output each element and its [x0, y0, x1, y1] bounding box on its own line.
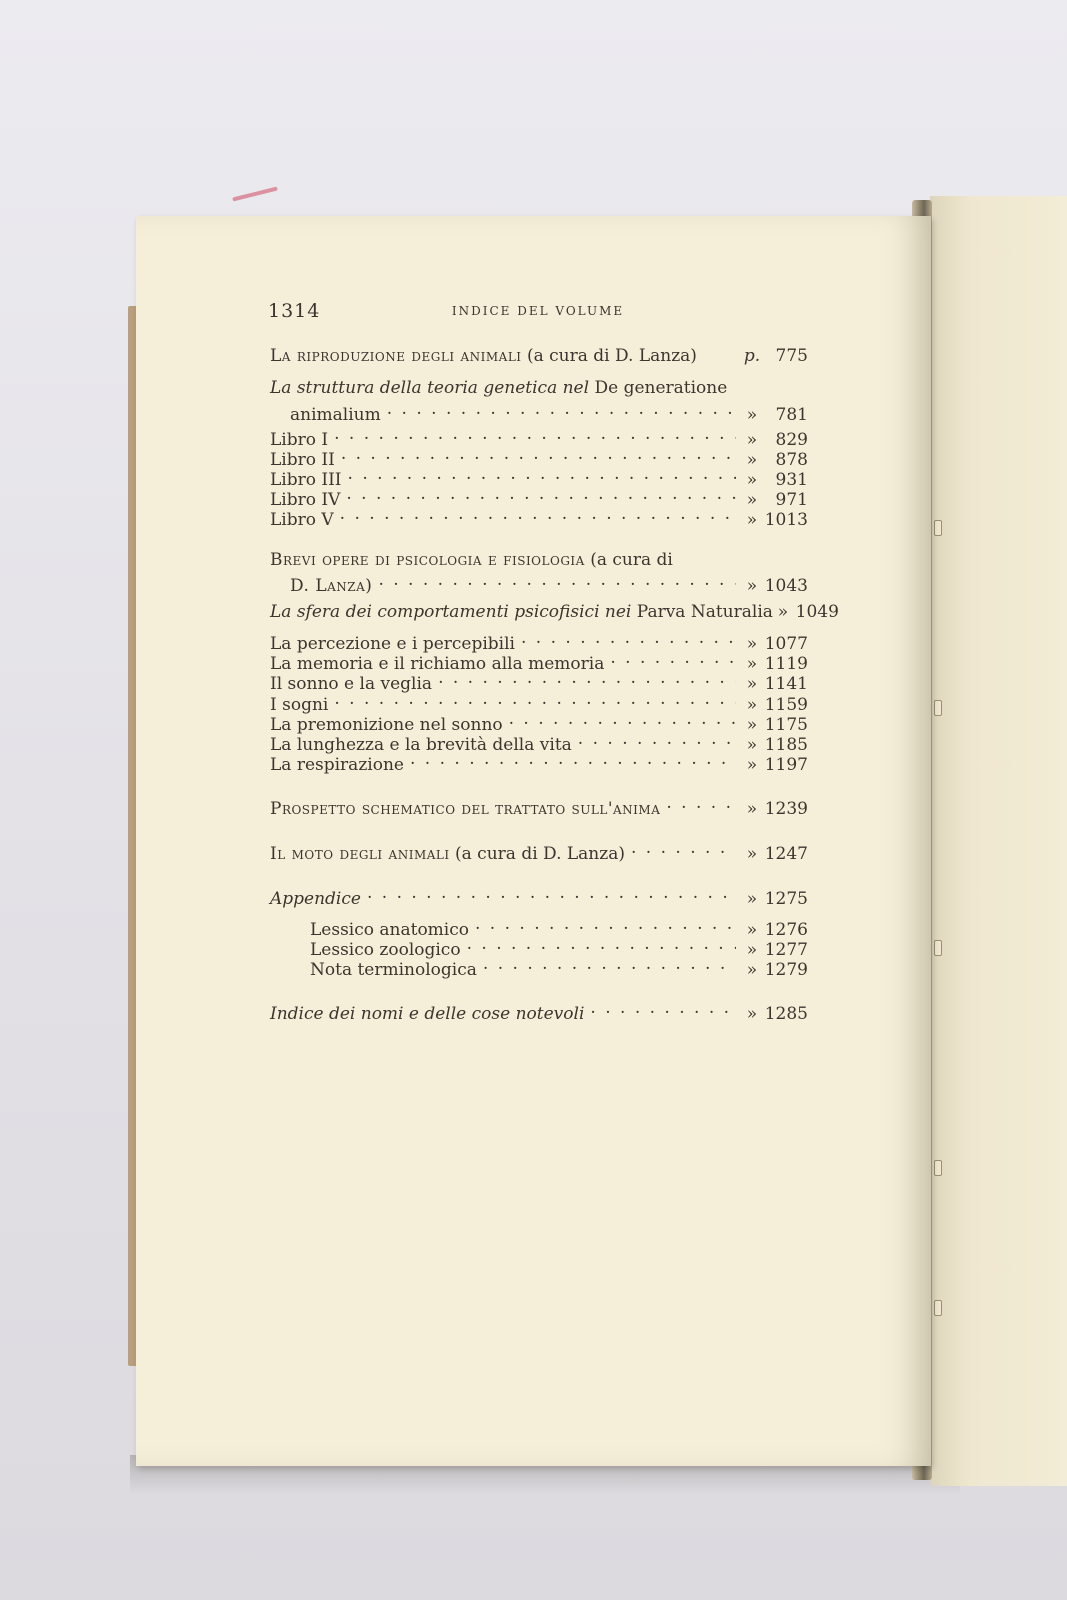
toc-entry: D. Lanza) . . . » 1043 — [270, 570, 808, 591]
toc-entry: La percezione e i percepibili . . . » 1077 — [270, 628, 808, 649]
binding-stitch — [934, 520, 942, 536]
facing-page — [930, 196, 1067, 1486]
binding-stitch — [934, 1160, 942, 1176]
toc-entry: I sogni . . . » 1159 — [270, 689, 808, 710]
toc-entry: La lunghezza e la brevità della vita . . . » 1185 — [270, 729, 808, 750]
binding-stitch — [934, 700, 942, 716]
toc-page-number: 775 — [775, 346, 808, 366]
page-header — [268, 300, 808, 334]
binding-stitch — [934, 940, 942, 956]
toc-entry: Prospetto schematico del trattato sull'anima . . . » 1239 — [270, 793, 808, 814]
running-title: INDICE DEL VOLUME — [451, 304, 625, 318]
toc-entry: Brevi opere di psicologia e fisiologia (a cura di — [270, 550, 673, 570]
toc-entry: Libro V . . . » 1013 — [270, 504, 808, 525]
toc-entry: Libro II . . . » 878 — [270, 444, 808, 465]
toc-entry: La premonizione nel sonno . . . » 1175 — [270, 709, 808, 730]
toc-entry: Nota terminologica . . . » 1279 — [270, 954, 808, 975]
toc-entry: Libro IV . . . » 971 — [270, 484, 808, 505]
toc-entry: Libro I . . . » 829 — [270, 424, 808, 445]
toc-entry: Libro III . . . » 931 — [270, 464, 808, 485]
toc-entry: Appendice . . . » 1275 — [270, 883, 808, 904]
toc-entry: La riproduzione degli animali (a cura di D. Lanza) p. 775 — [270, 346, 808, 366]
toc-entry: Il moto degli animali (a cura di D. Lanza) . . . » 1247 — [270, 838, 808, 859]
toc-page-number: 781 — [775, 405, 808, 425]
toc-entry: Indice dei nomi e delle cose notevoli . . . » 1285 — [270, 998, 808, 1019]
toc-entry: La sfera dei comportamenti psicofisici nei Parva Naturalia » 1049 — [270, 602, 839, 622]
toc-entry: Lessico anatomico . . . » 1276 — [270, 914, 808, 935]
toc-entry: Il sonno e la veglia . . . » 1141 — [270, 668, 808, 689]
toc-entry: Lessico zoologico . . . » 1277 — [270, 934, 808, 955]
binding-stitch — [934, 1300, 942, 1316]
toc-entry: La memoria e il richiamo alla memoria . . . » 1119 — [270, 648, 808, 669]
toc-entry: La struttura della teoria genetica nel De generatione — [270, 378, 728, 398]
toc-entry: La respirazione . . . » 1197 — [270, 749, 808, 770]
page-number: 1314 — [268, 300, 321, 322]
toc-entry: animalium . . . » 781 — [270, 399, 808, 420]
